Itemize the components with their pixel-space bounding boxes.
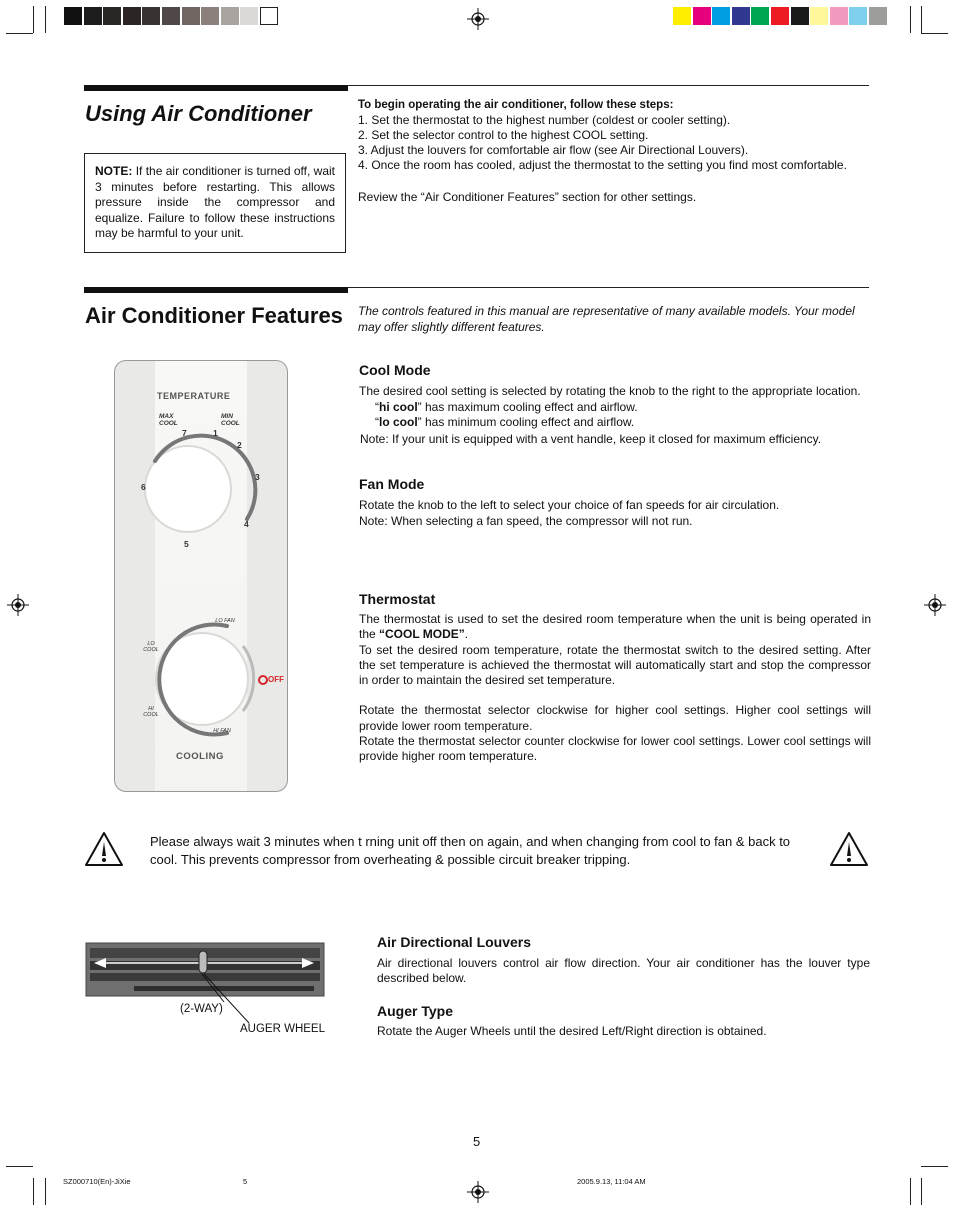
cool-mode-line: The desired cool setting is selected by rotating the knob to the right to the appropriate location.	[359, 384, 861, 398]
auger-heading: Auger Type	[377, 1003, 453, 1019]
dial-number: 5	[184, 539, 189, 549]
min-cool-label: MIN COOL	[221, 413, 240, 427]
gray-swatch	[142, 7, 160, 25]
max-cool-label: MAX COOL	[159, 413, 178, 427]
off-label: OFF	[268, 675, 284, 684]
warning-icon	[829, 831, 869, 867]
gray-swatch	[201, 7, 219, 25]
louver-illustration	[84, 940, 334, 1030]
note-box	[84, 153, 346, 253]
gray-swatch	[84, 7, 102, 25]
auger-wheel-label: AUGER WHEEL	[240, 1023, 325, 1035]
dial-number: 7	[182, 428, 187, 438]
gray-swatch	[240, 7, 258, 25]
steps-block	[358, 98, 873, 173]
page-number: 5	[473, 1134, 481, 1149]
step-item: 3. Adjust the louvers for comfortable air flow (see Air Directional Louvers).	[358, 143, 749, 157]
step-item: 1. Set the thermostat to the highest number (coldest or cooler setting).	[358, 113, 731, 127]
color-swatch	[869, 7, 887, 25]
thermostat-text: The thermostat is used to set the desired room temperature when the unit is being operated in the “COOL MODE”. To set the desired room temperature, rotate the thermostat switch to the desired setting. After the set temperature is achieved the thermostat will automatically start and stop the compressor in order to maintain the desired set temperature. Rotate the thermostat selector clockwise for higher cool settings. Higher cool settings will provide lower room temperature. Rotate the thermostat selector counter clockwise for lower cool settings. Lower cool settings will provide higher room temperature.	[359, 612, 871, 764]
temperature-label: TEMPERATURE	[157, 391, 231, 401]
color-swatch	[830, 7, 848, 25]
dial-number: 3	[255, 472, 260, 482]
hi-cool-term: hi cool	[379, 399, 418, 414]
warning-text: Please always wait 3 minutes when t rning unit off then on again, and when changing from cool to fan & back to cool. This prevents compressor from overheating & possible circuit breaker tripping.	[150, 834, 791, 867]
auger-text: Rotate the Auger Wheels until the desired Left/Right direction is obtained.	[377, 1024, 767, 1038]
color-swatch	[810, 7, 828, 25]
gray-swatch	[260, 7, 278, 25]
color-swatch	[849, 7, 867, 25]
louvers-heading: Air Directional Louvers	[377, 934, 532, 950]
section2-rule	[348, 287, 869, 288]
registration-target-top	[467, 8, 489, 30]
color-swatch	[693, 7, 711, 25]
control-panel	[114, 360, 288, 792]
file-code: SZ000710(En)-JiXie	[63, 1177, 131, 1186]
registration-target-left	[7, 594, 29, 616]
registration-target-bottom	[467, 1181, 489, 1203]
fan-mode-text: Rotate the knob to the left to select your choice of fan speeds for air circulation. Note: When selecting a fan speed, the compressor will not run.	[359, 498, 780, 528]
dial-number: 2	[237, 440, 242, 450]
cool-mode-text: The desired cool setting is selected by rotating the knob to the right to the appropriate location. “hi cool” has maximum cooling effect and airflow. “lo cool” has minimum cooling effect and airflow. Note: If your unit is equipped with a vent handle, keep it closed for maximum efficiency.	[359, 384, 874, 447]
cool-mode-note: Note: If your unit is equipped with a vent handle, keep it closed for maximum efficiency.	[360, 431, 822, 446]
warning-icon	[84, 831, 124, 867]
step-item: 2. Set the selector control to the highest COOL setting.	[358, 128, 649, 142]
note-text: If the air conditioner is turned off, wait 3 minutes before restarting. This allows pressure inside the compressor and equalize. Failure to follow these instructions may be harmful to your unit.	[95, 164, 335, 240]
dial-number: 4	[244, 519, 249, 529]
dial-number: 6	[141, 482, 146, 492]
review-text: Review the “Air Conditioner Features” section for other settings.	[358, 190, 697, 204]
color-swatch	[712, 7, 730, 25]
gray-swatch	[182, 7, 200, 25]
lo-cool-label: LO COOL	[143, 641, 159, 653]
thermostat-heading: Thermostat	[359, 591, 436, 607]
gray-swatch	[64, 7, 82, 25]
fan-mode-heading: Fan Mode	[359, 476, 425, 492]
two-way-label: (2-WAY)	[180, 1003, 223, 1015]
louvers-text: Air directional louvers control air flow direction. Your air conditioner has the louver type described below.	[377, 956, 870, 986]
lo-fan-label: LO FAN	[215, 618, 235, 624]
section1-thick-rule	[84, 85, 348, 91]
gray-swatch	[103, 7, 121, 25]
hi-fan-label: HI FAN	[213, 728, 231, 734]
dial-number: 1	[213, 428, 218, 438]
note-label: NOTE:	[95, 164, 133, 178]
color-swatch	[732, 7, 750, 25]
section2-title: Air Conditioner Features	[85, 303, 343, 328]
registration-target-right	[924, 594, 946, 616]
hi-cool-label: HI COOL	[143, 706, 159, 718]
color-swatch	[673, 7, 691, 25]
section1-title: Using Air Conditioner	[85, 101, 312, 126]
gray-swatch	[221, 7, 239, 25]
cooling-label: COOLING	[176, 751, 224, 762]
cool-mode-term: “COOL MODE”	[379, 627, 465, 642]
color-swatch	[771, 7, 789, 25]
steps-heading: To begin operating the air conditioner, follow these steps:	[358, 99, 674, 111]
print-timestamp: 2005.9.13, 11:04 AM	[577, 1177, 646, 1186]
color-swatch	[751, 7, 769, 25]
color-swatch	[791, 7, 809, 25]
section1-rule	[348, 85, 869, 86]
gray-swatch	[162, 7, 180, 25]
step-item: 4. Once the room has cooled, adjust the thermostat to the setting you find most comfortable.	[358, 158, 847, 172]
section2-thick-rule	[84, 287, 348, 293]
lo-cool-term: lo cool	[379, 415, 418, 429]
cool-mode-heading: Cool Mode	[359, 362, 431, 378]
section2-intro: The controls featured in this manual are representative of many available models. Your model may offer slightly different features.	[358, 304, 855, 334]
gray-swatch	[123, 7, 141, 25]
file-page: 5	[243, 1177, 248, 1186]
